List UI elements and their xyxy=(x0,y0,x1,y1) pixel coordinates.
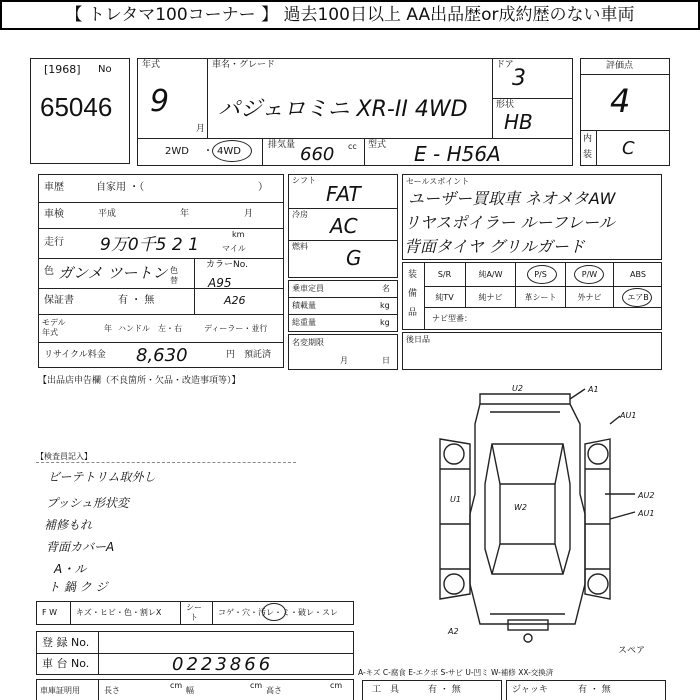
colorno-2: A26 xyxy=(224,294,246,307)
mark-a2: A2 xyxy=(448,627,459,636)
equip-abs: ABS xyxy=(614,262,662,287)
ps-circle xyxy=(527,265,557,284)
score-value: 4 xyxy=(610,82,631,120)
mileage-unit-km: km xyxy=(232,230,245,239)
warranty-label: 保証書 xyxy=(44,295,74,306)
equipment-label-1: 装 xyxy=(408,270,418,280)
shift-value: FAT xyxy=(326,182,361,206)
model-year-year: 年 xyxy=(104,324,112,333)
doors-value: 3 xyxy=(512,66,526,91)
sales-point-line1: ユーザー買取車 ネオメタAW xyxy=(408,189,616,208)
colorno-1: A95 xyxy=(208,276,232,290)
equip-pw: P/W xyxy=(566,262,614,287)
equip-ps: P/S xyxy=(516,262,566,287)
drive-2wd: 2WD xyxy=(165,146,189,157)
cert-cm-2: cm xyxy=(250,681,263,690)
shift-label: シフト xyxy=(292,176,316,185)
recycle-yen: 円 xyxy=(226,350,236,360)
airbag-circle xyxy=(622,288,652,307)
model-year-label-1: モデル xyxy=(42,318,66,327)
mark-au1-top: AU1 xyxy=(620,411,637,420)
equip-navi: 純ナビ xyxy=(466,287,516,308)
recycle-deposit: 預託済 xyxy=(244,350,272,360)
pw-circle xyxy=(574,265,604,284)
displacement-label: 排気量 xyxy=(268,140,296,150)
inspection-year: 年 xyxy=(180,209,190,219)
mark-au2: AU2 xyxy=(638,491,655,500)
sales-point-line3: 背面タイヤ グリルガード xyxy=(404,237,585,256)
gross-unit: kg xyxy=(380,318,390,327)
mileage-unit-mile: マイル xyxy=(222,244,246,253)
inspector-line-2: プッシュ形状変 xyxy=(46,496,129,510)
model-code-value: E - H56A xyxy=(414,142,501,166)
model-code-label: 型式 xyxy=(368,140,387,150)
year-month: 月 xyxy=(196,124,206,134)
chassis-value: 0223866 xyxy=(172,654,274,675)
equip-airbag: エアB xyxy=(614,287,662,308)
equip-leather: 革シート xyxy=(516,287,566,308)
mark-au1-side: AU1 xyxy=(638,509,655,518)
lot-number: 65046 xyxy=(40,92,113,122)
cert-width: 幅 xyxy=(186,686,194,695)
registration-label: 登 録 No. xyxy=(42,636,90,649)
recycle-value: 8,630 xyxy=(136,345,188,366)
seat-label-1: シー xyxy=(186,603,202,612)
cert-length: 長さ xyxy=(104,686,120,695)
cert-label: 車庫証明用 xyxy=(40,686,80,695)
model-year-handle: ハンドル 左・右 xyxy=(118,324,182,333)
year-label: 年式 xyxy=(142,60,161,70)
seat-label-2: ト xyxy=(190,613,198,622)
seat-items: コゲ・穴・汚レ・ミ・破レ・スレ xyxy=(218,608,338,617)
after-items-block xyxy=(402,332,662,370)
model-year-dealer: ディーラー・並行 xyxy=(204,324,268,333)
ac-label: 冷房 xyxy=(292,210,308,219)
inspection-label: 車検 xyxy=(44,209,64,220)
tools-label: 工 具 xyxy=(372,685,400,695)
car-damage-diagram xyxy=(420,384,670,644)
history-value: 自家用 ・（ xyxy=(96,182,145,193)
colorno-label: カラーNo. xyxy=(206,260,248,270)
capacity-unit: 名 xyxy=(382,284,390,293)
mark-u2: U2 xyxy=(512,384,523,393)
inspector-label: 【検査員記入】 xyxy=(36,452,92,461)
name-change-day: 日 xyxy=(382,356,390,365)
model-label: 車名・グレード xyxy=(212,60,276,70)
inspector-line-5: A・ル xyxy=(54,562,87,576)
fw-label: F W xyxy=(42,608,58,617)
load-unit: kg xyxy=(380,301,390,310)
page-banner: 【 トレタマ100コーナー 】 過去100日以上 AA出品歴or成約歴のない車両 xyxy=(0,0,700,30)
displacement-unit: cc xyxy=(348,142,357,151)
damage-legend: A-キズ C-腐食 E-エクボ S-サビ U-凹ミ W-補修 XX-交換済 xyxy=(358,668,554,677)
lot-no-label: No xyxy=(98,64,112,75)
tools-value: 有 ・ 無 xyxy=(428,685,461,695)
fuel-label: 燃料 xyxy=(292,242,308,251)
history-close: ） xyxy=(258,182,268,193)
model-value: パジェロミニ XR-II 4WD xyxy=(218,97,468,122)
mark-w2: W2 xyxy=(514,503,527,512)
color-label: 色 xyxy=(44,266,54,277)
drive-4wd: 4WD xyxy=(217,146,241,157)
ac-value: AC xyxy=(330,214,358,238)
name-change-label: 名変期限 xyxy=(292,338,324,347)
equipment-label-3: 品 xyxy=(408,308,418,318)
garage-cert-block xyxy=(36,679,354,700)
sales-point-line2: リヤスポイラー ルーフレール xyxy=(404,213,615,232)
spare-label: スペア xyxy=(618,646,646,656)
jack-value: 有 ・ 無 xyxy=(578,685,611,695)
lot-sub: [1968] xyxy=(44,63,81,76)
fw-items: キズ・ヒビ・色・割レX xyxy=(76,608,162,617)
mileage-label: 走行 xyxy=(44,237,64,248)
inspector-line-1: ビーテトリム取外し xyxy=(48,470,156,484)
warranty-value: 有 ・ 無 xyxy=(118,295,155,306)
name-change-month: 月 xyxy=(340,356,348,365)
displacement-value: 660 xyxy=(300,144,335,165)
chassis-label: 車 台 No. xyxy=(42,657,90,670)
color-value: ガンメ ツートン xyxy=(58,264,168,282)
color-change: 色替 xyxy=(170,266,178,285)
cert-cm-1: cm xyxy=(170,681,183,690)
equip-ext-navi: 外ナビ xyxy=(566,287,614,308)
inspector-line-6: ト 鍋 ク ジ xyxy=(48,580,108,594)
interior-value: C xyxy=(622,138,635,159)
inspection-month: 月 xyxy=(244,209,254,219)
recycle-label: リサイクル料金 xyxy=(44,350,106,360)
doors-label: ドア xyxy=(496,60,514,70)
equip-tv: 純TV xyxy=(424,287,466,308)
equipment-label-2: 備 xyxy=(408,289,418,299)
mileage-value: 9万0千5 2 1 xyxy=(100,235,199,255)
navi-model: ナビ型番： xyxy=(432,314,472,323)
drive-sep: ・ xyxy=(203,146,213,157)
model-year-label-2: 年式 xyxy=(42,328,58,337)
shape-value: HB xyxy=(504,110,533,134)
interior-label-2: 装 xyxy=(583,150,593,160)
shape-label: 形状 xyxy=(496,100,515,110)
stain-circle xyxy=(262,603,286,621)
jack-label: ジャッキ xyxy=(512,685,548,695)
cert-cm-3: cm xyxy=(330,681,343,690)
score-label: 評価点 xyxy=(606,61,634,71)
inspection-heisei: 平成 xyxy=(98,209,117,219)
equip-alloy: 純A/W xyxy=(466,262,516,287)
mark-u1: U1 xyxy=(450,495,461,504)
inspector-line-3: 補修もれ xyxy=(44,518,93,532)
gross-label: 総重量 xyxy=(292,318,316,327)
notes-label: 【出品店申告欄（不良箇所・欠品・改造事項等）】 xyxy=(38,376,241,386)
load-label: 積載量 xyxy=(292,301,316,310)
equip-sr: S/R xyxy=(424,262,466,287)
cert-height: 高さ xyxy=(266,686,282,695)
capacity-label: 乗車定員 xyxy=(292,284,324,293)
interior-label-1: 内 xyxy=(583,134,593,144)
fuel-value: G xyxy=(346,246,362,270)
history-label: 車歴 xyxy=(44,182,64,193)
year-value: 9 xyxy=(150,84,170,119)
inspector-line-4: 背面カバーA xyxy=(46,540,115,554)
sales-point-label: セールスポイント xyxy=(406,177,470,186)
mark-a1: A1 xyxy=(588,385,599,394)
after-items-label: 後日品 xyxy=(406,335,430,344)
